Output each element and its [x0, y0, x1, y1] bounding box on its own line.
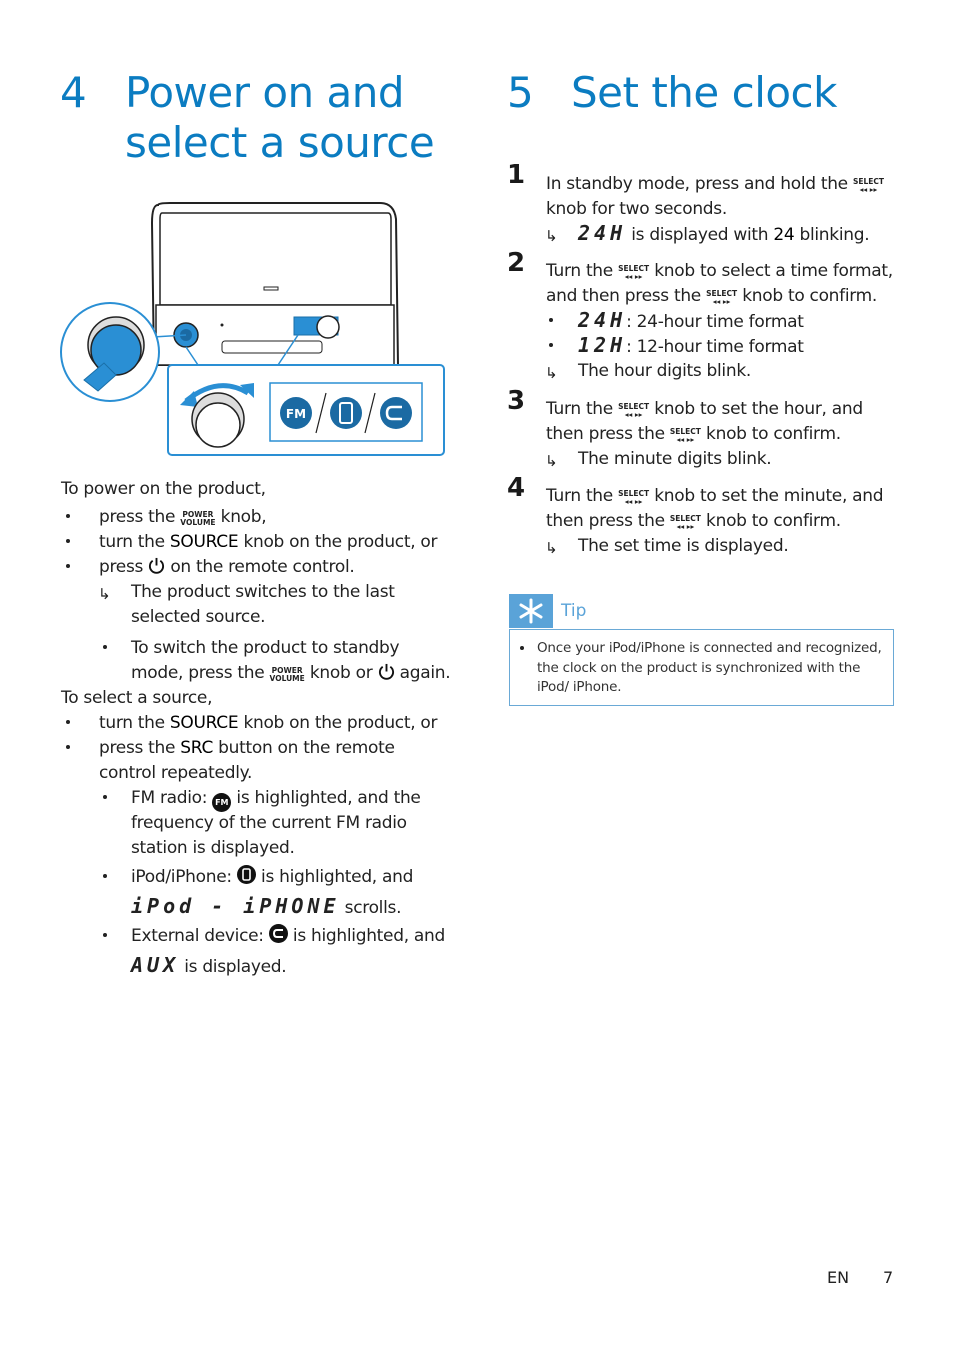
- page-number: 7: [883, 1268, 894, 1287]
- lcd-aux: AUX: [131, 953, 180, 977]
- fm-line-2: frequency of the current FM radio: [131, 813, 407, 833]
- footer-lang: EN: [827, 1268, 850, 1287]
- heading-line-1: Power on and: [125, 68, 405, 117]
- standby-line-1: To switch the product to standby: [131, 638, 400, 658]
- fm-line-1: FM radio: FM is highlighted, and the: [131, 786, 421, 812]
- source-intro: To select a source,: [61, 688, 213, 708]
- select-knob-icon: SELECT ◂◂ ▸▸: [618, 402, 650, 419]
- step3-line-1: Turn the SELECT ◂◂ ▸▸ knob to set the hour, and: [546, 399, 863, 419]
- step4-line-1: Turn the SELECT ◂◂ ▸▸ knob to set the minute, and: [546, 486, 884, 506]
- power-result-2: selected source.: [131, 607, 266, 627]
- heading-text: Set the clock: [571, 68, 837, 117]
- fm-line-3: station is displayed.: [131, 838, 295, 858]
- step1-result: 24H is displayed with 24 blinking.: [578, 221, 870, 245]
- step-number: 1: [507, 160, 525, 190]
- step1-line-1: In standby mode, press and hold the SELECT ◂◂ ▸▸: [546, 174, 885, 194]
- step3-result: The minute digits blink.: [578, 449, 772, 469]
- tip-star-icon: [509, 594, 553, 628]
- select-knob-icon: SELECT ◂◂ ▸▸: [669, 514, 701, 531]
- standby-line-2: mode, press the POWER VOLUME knob or again.: [131, 663, 451, 683]
- step2-line-2: and then press the SELECT ◂◂ ▸▸ knob to confirm.: [546, 286, 878, 306]
- ipod-line-2: iPod - iPHONE scrolls.: [131, 894, 402, 918]
- step1-line-2: knob for two seconds.: [546, 199, 727, 219]
- step2-line-1: Turn the SELECT ◂◂ ▸▸ knob to select a time format,: [546, 261, 893, 281]
- ext-line-2: AUX is displayed.: [131, 953, 287, 977]
- step-number: 4: [507, 473, 525, 503]
- lcd-24h: 24H: [578, 308, 627, 332]
- source-bullet-2: press the SRC button on the remote: [99, 738, 395, 758]
- ext-line-1: External device: is highlighted, and: [131, 926, 445, 946]
- section-number: 5: [507, 68, 534, 117]
- heading-line-2: select a source: [125, 118, 435, 167]
- power-bullet-2: turn the SOURCE knob on the product, or: [99, 532, 438, 552]
- result-arrow-icon: ↳: [545, 539, 558, 557]
- step2-result: The hour digits blink.: [578, 361, 751, 381]
- tip-text: Once your iPod/iPhone is connected and recognized, the clock on the product is synchronized with the iPod/ iPhone.: [537, 640, 882, 695]
- power-result-1: The product switches to the last: [131, 582, 395, 602]
- tip-box: [509, 629, 894, 706]
- keyword-src: SRC: [180, 738, 214, 758]
- fm-radio-icon: FM: [212, 793, 231, 812]
- source-bullet-1: turn the SOURCE knob on the product, or: [99, 713, 438, 733]
- result-arrow-icon: ↳: [545, 364, 558, 382]
- source-bullet-2-cont: control repeatedly.: [99, 763, 253, 783]
- lcd-ipod-iphone: iPod - iPHONE: [131, 894, 340, 918]
- step4-result: The set time is displayed.: [578, 536, 789, 556]
- step4-line-2: then press the SELECT ◂◂ ▸▸ knob to confirm.: [546, 511, 841, 531]
- tip-label: Tip: [561, 601, 587, 621]
- select-knob-icon: SELECT ◂◂ ▸▸: [618, 489, 650, 506]
- lcd-12h: 12H: [578, 333, 627, 357]
- power-volume-knob-icon: POWER VOLUME: [180, 510, 216, 527]
- step2-option-12h: 12H: 12-hour time format: [578, 333, 804, 357]
- select-knob-icon: SELECT ◂◂ ▸▸: [618, 264, 650, 281]
- bullet: [549, 343, 553, 347]
- result-arrow-icon: ↳: [98, 585, 111, 603]
- select-knob-icon: SELECT ◂◂ ▸▸: [706, 289, 738, 306]
- result-arrow-icon: ↳: [545, 452, 558, 470]
- step2-option-24h: 24H: 24-hour time format: [578, 308, 804, 332]
- power-intro: To power on the product,: [61, 479, 266, 499]
- keyword-source: SOURCE: [169, 713, 239, 733]
- keyword-source: SOURCE: [169, 532, 239, 552]
- result-arrow-icon: ↳: [545, 227, 558, 245]
- lcd-24h: 24H: [578, 221, 627, 245]
- bullet: [549, 318, 553, 322]
- power-bullet-1: press the POWER VOLUME knob,: [99, 507, 267, 527]
- ipod-line-1: iPod/iPhone: is highlighted, and: [131, 867, 414, 887]
- step3-line-2: then press the SELECT ◂◂ ▸▸ knob to confirm.: [546, 424, 841, 444]
- power-volume-knob-icon: POWER VOLUME: [269, 666, 305, 683]
- section-number: 4: [60, 68, 87, 117]
- select-knob-icon: SELECT ◂◂ ▸▸: [669, 427, 701, 444]
- svg-text:FM: FM: [285, 407, 307, 421]
- step-number: 2: [507, 248, 525, 278]
- bullet: [520, 646, 524, 650]
- step-number: 3: [507, 386, 525, 416]
- select-knob-icon: SELECT ◂◂ ▸▸: [852, 177, 885, 194]
- power-bullet-3: press on the remote control.: [99, 557, 355, 577]
- tip-header: [509, 594, 894, 628]
